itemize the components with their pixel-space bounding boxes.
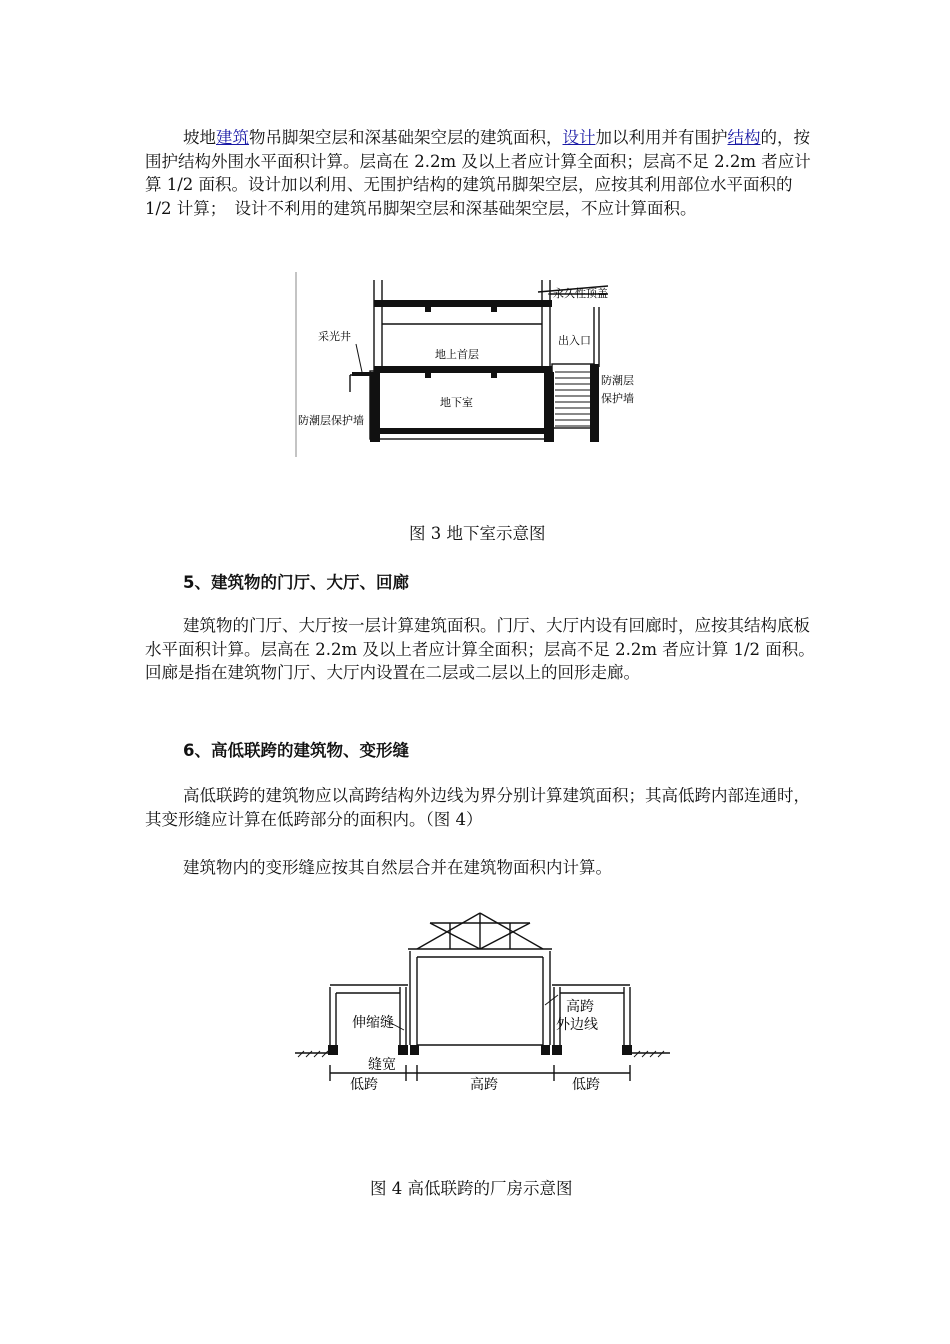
label-high-span-dimension: 高跨	[470, 1077, 498, 1093]
text-segment: 物吊脚架空层和深基础架空层的建筑面积，	[249, 128, 563, 147]
label-permanent-roof: 永久性顶盖	[553, 287, 608, 300]
label-protective-wall-right: 保护墙	[601, 392, 634, 405]
section6-paragraph2: 建筑物内的变形缝应按其自然层合并在建筑物面积内计算。	[183, 858, 612, 877]
label-basement: 地下室	[440, 396, 473, 409]
label-ground-floor: 地上首层	[435, 348, 479, 361]
label-entrance: 出入口	[558, 334, 591, 347]
text-segment: 的，按围护结构外围水平面积计算。层高在 2.2m 及以上者应计算全面积；层高不足 2.2m 者应计算 1/2 面积。设计加以利用、无围护结构的建筑吊脚架空层，应按其利用部位水平面积的 1/2 计算； 设计不利用的建筑吊脚架空层和深基础架空层，不应计算面积。	[145, 128, 811, 218]
label-light-well: 采光井	[318, 330, 351, 343]
label-high-span-outer-line: 外边线	[556, 1017, 598, 1033]
link-building[interactable]: 建筑	[216, 128, 249, 147]
label-expansion-joint: 伸缩缝	[352, 1015, 394, 1031]
section5-heading: 5、建筑物的门厅、大厅、回廊	[183, 573, 409, 592]
label-joint-width: 缝宽	[368, 1057, 396, 1073]
link-structure[interactable]: 结构	[727, 128, 761, 147]
label-low-span-right: 低跨	[572, 1077, 600, 1093]
link-design[interactable]: 设计	[562, 128, 596, 147]
label-moisture-layer-right: 防潮层	[601, 374, 634, 387]
section5-paragraph: 建筑物的门厅、大厅按一层计算建筑面积。门厅、大厅内设有回廊时，应按其结构底板水平面积计算。层高在 2.2m 及以上者应计算全面积；层高不足 2.2m 者应计算 1/2 面积。回廊是指在建筑物门厅、大厅内设置在二层或二层以上的回形走廊。	[145, 616, 815, 683]
section6-paragraph1: 高低联跨的建筑物应以高跨结构外边线为界分别计算建筑面积；其高低跨内部连通时，其变形缝应计算在低跨部分的面积内。（图 4）	[145, 786, 810, 829]
label-high-span-1: 高跨	[566, 999, 594, 1015]
label-low-span-left: 低跨	[350, 1077, 378, 1093]
figure4-caption: 图 4 高低联跨的厂房示意图	[370, 1179, 573, 1198]
text-segment: 坡地	[183, 128, 216, 147]
text-segment: 加以利用并有围护	[595, 128, 728, 147]
section6-heading: 6、高低联跨的建筑物、变形缝	[183, 741, 409, 760]
high-low-span-diagram	[290, 905, 680, 1105]
intro-paragraph	[145, 126, 815, 220]
label-moisture-protective-wall-left: 防潮层保护墙	[298, 414, 364, 427]
figure3-caption: 图 3 地下室示意图	[409, 524, 546, 543]
basement-diagram	[290, 272, 650, 462]
